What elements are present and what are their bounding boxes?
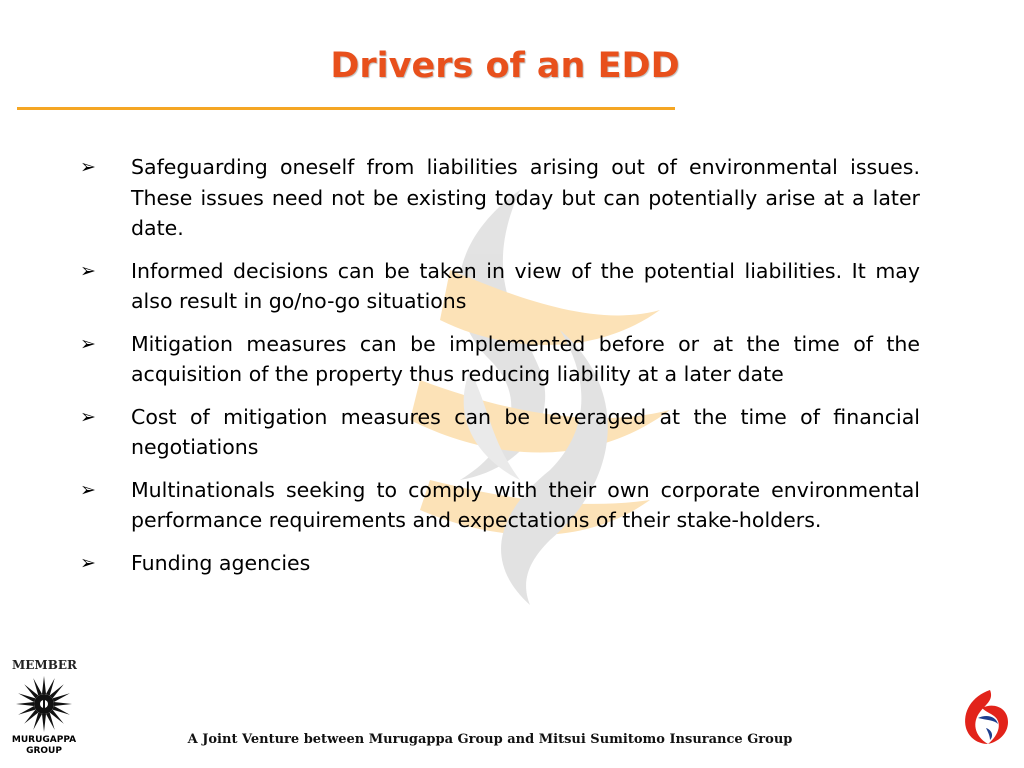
group-name-line1: MURUGAPPA [11, 735, 77, 745]
group-name-line2: GROUP [26, 746, 62, 756]
member-label: MEMBER [12, 658, 77, 672]
red-blue-swirl-logo-icon [960, 688, 1012, 746]
arrow-bullet-icon: ➢ [80, 156, 96, 178]
murugappa-sunburst-logo-icon [10, 674, 78, 734]
bullet-text: Mitigation measures can be implemented before or at the time of the acquisition of the property thus reducing liability at a later date [131, 331, 920, 386]
bullet-text: Cost of mitigation measures can be leveraged at the time of financial negotiations [131, 404, 920, 459]
bullet-item [80, 402, 920, 463]
bullet-item [80, 256, 920, 317]
footer-text: A Joint Venture between Murugappa Group and Mitsui Sumitomo Insurance Group [187, 732, 793, 747]
arrow-bullet-icon: ➢ [80, 405, 96, 428]
bullet-item [80, 548, 920, 579]
bullet-item [80, 329, 920, 390]
bullet-text: Safeguarding oneself from liabilities arising out of environmental issues. These issues need not be existing today but can potentially arise at a later date. [131, 155, 920, 240]
arrow-bullet-icon: ➢ [80, 259, 96, 282]
arrow-bullet-icon: ➢ [80, 551, 96, 574]
bullet-item [80, 152, 920, 244]
arrow-bullet-icon: ➢ [80, 478, 96, 501]
bullet-item [80, 475, 920, 536]
arrow-bullet-icon: ➢ [80, 332, 96, 355]
bullet-text: Multinationals seeking to comply with their own corporate environmental performance requirements and expectations of their stake-holders. [131, 477, 920, 532]
bullet-list [80, 152, 920, 590]
title-underline [17, 107, 675, 110]
bullet-text: Informed decisions can be taken in view of the potential liabilities. It may also result in go/no-go situations [131, 258, 920, 313]
slide-title: Drivers of an EDD [330, 46, 680, 86]
bullet-text: Funding agencies [131, 550, 311, 575]
